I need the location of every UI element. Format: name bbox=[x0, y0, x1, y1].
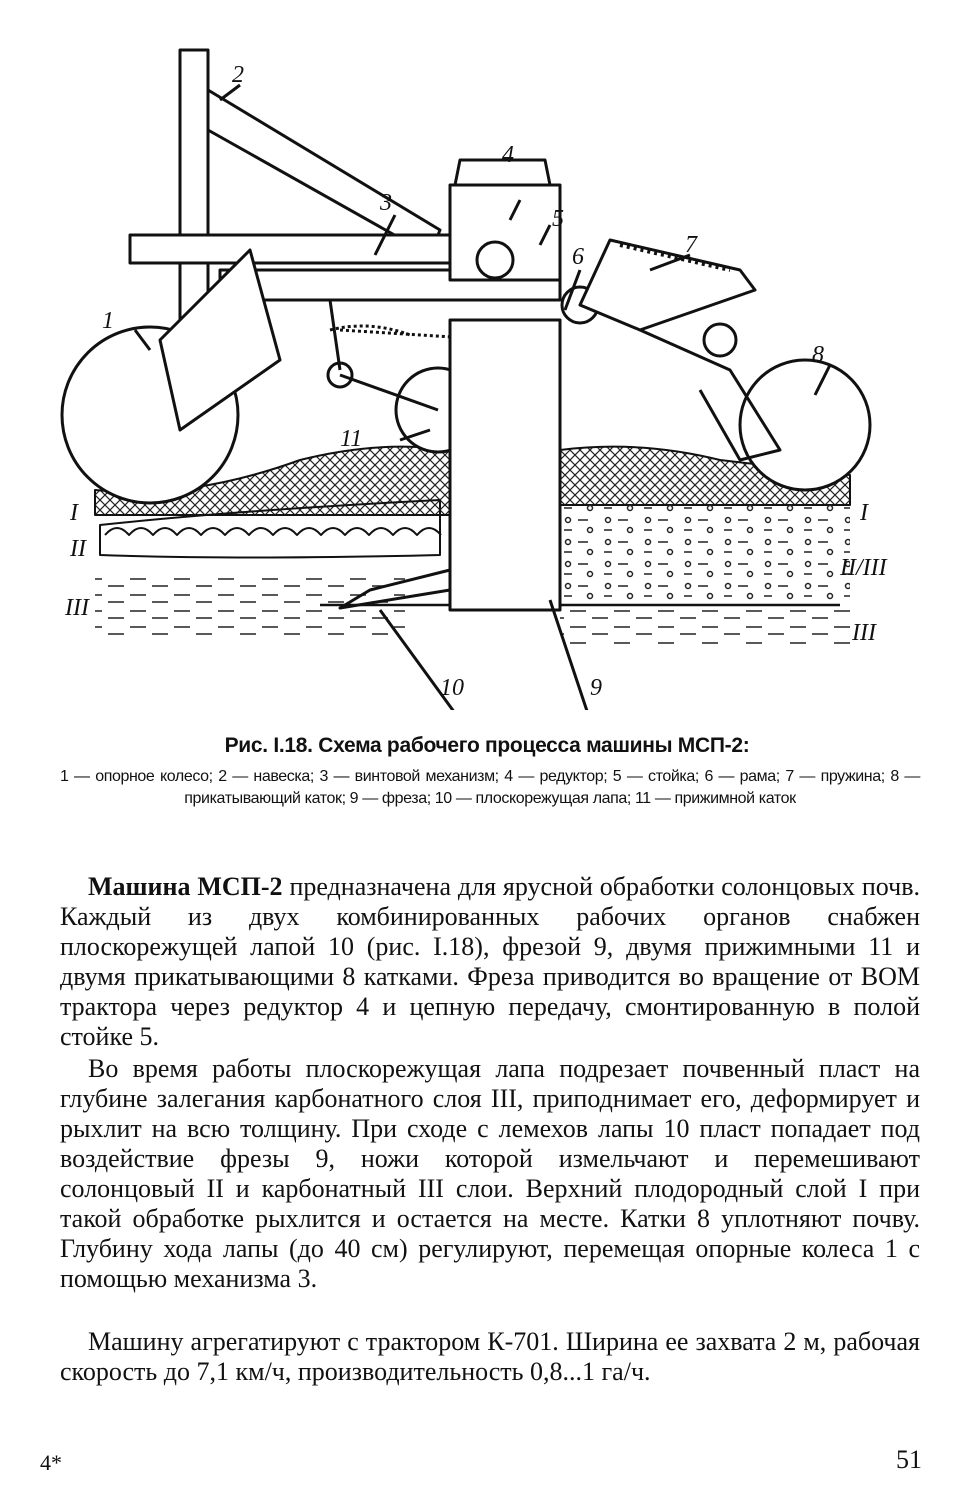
figure-caption-title: Рис. I.18. Схема рабочего процесса машины МСП-2: bbox=[224, 734, 750, 757]
layer-left-2: II bbox=[70, 536, 86, 562]
layer-right-3: III bbox=[852, 620, 876, 646]
page-number: 51 bbox=[896, 1445, 922, 1474]
paragraph-1 bbox=[60, 872, 920, 1052]
callout-2: 2 bbox=[232, 62, 244, 88]
callout-4: 4 bbox=[502, 142, 514, 168]
callout-8: 8 bbox=[812, 342, 824, 368]
machine-name: Машина МСП-2 bbox=[88, 872, 283, 901]
figure-legend: 1 — опорное колесо; 2 — навеска; 3 — винтовой механизм; 4 — редуктор; 5 — стойка; 6 — рама; 7 — пружина; 8 — прикатывающий каток; 9 — фреза; 10 — плоскорежущая лапа; 11 — прижимной каток bbox=[60, 768, 920, 807]
layer-left-3: III bbox=[65, 595, 89, 621]
callout-5: 5 bbox=[552, 206, 564, 232]
paragraph-2 bbox=[60, 1054, 920, 1294]
paragraph-3 bbox=[60, 1327, 920, 1387]
paragraph-3-text: Машину агрегатируют с трактором К-701. Ширина ее захвата 2 м, рабочая скорость до 7,1 км/ч, производительность 0,8...1 га/ч. bbox=[60, 1327, 920, 1386]
callout-10: 10 bbox=[440, 675, 464, 701]
paragraph-2-text: Во время работы плоскорежущая лапа подрезает почвенный пласт на глубине залегания карбонатного слоя III, приподнимает его, деформирует и рыхлит на всю толщину. При сходе с лемехов лапы 10 пласт попадает под воздействие фрезы 9, ножи которой измельчают и перемешивают солонцовый II и карбонатный III слои. Верхний плодородный слой I при такой обработке рыхлится и остается на месте. Катки 8 уплотняют почву. Глубину хода лапы (до 40 см) регулируют, перемещая опорные колеса 1 с помощью механизма 3. bbox=[60, 1054, 920, 1293]
callout-7: 7 bbox=[685, 232, 697, 258]
callout-1: 1 bbox=[102, 308, 114, 334]
layer-left-1: I bbox=[70, 500, 78, 526]
layer-right-1: I bbox=[860, 500, 868, 526]
callout-9: 9 bbox=[590, 675, 602, 701]
callout-3: 3 bbox=[380, 190, 392, 216]
layer-right-2: II/III bbox=[840, 555, 887, 581]
callout-11: 11 bbox=[340, 426, 363, 452]
machine-diagram bbox=[40, 30, 940, 710]
signature-mark: 4* bbox=[40, 1450, 62, 1475]
paragraph-1-text: предназначена для ярусной обработки солонцовых почв. Каждый из двух комбинированных рабочих органов снабжен плоскорежущей лапой 10 (рис. I.18), фрезой 9, двумя прижимными 11 и двумя прикатывающими 8 катками. Фреза приводится во вращение от ВОМ трактора через редуктор 4 и цепную передачу, смонтированную в полой стойке 5. bbox=[60, 872, 920, 1051]
callout-6: 6 bbox=[572, 244, 584, 270]
